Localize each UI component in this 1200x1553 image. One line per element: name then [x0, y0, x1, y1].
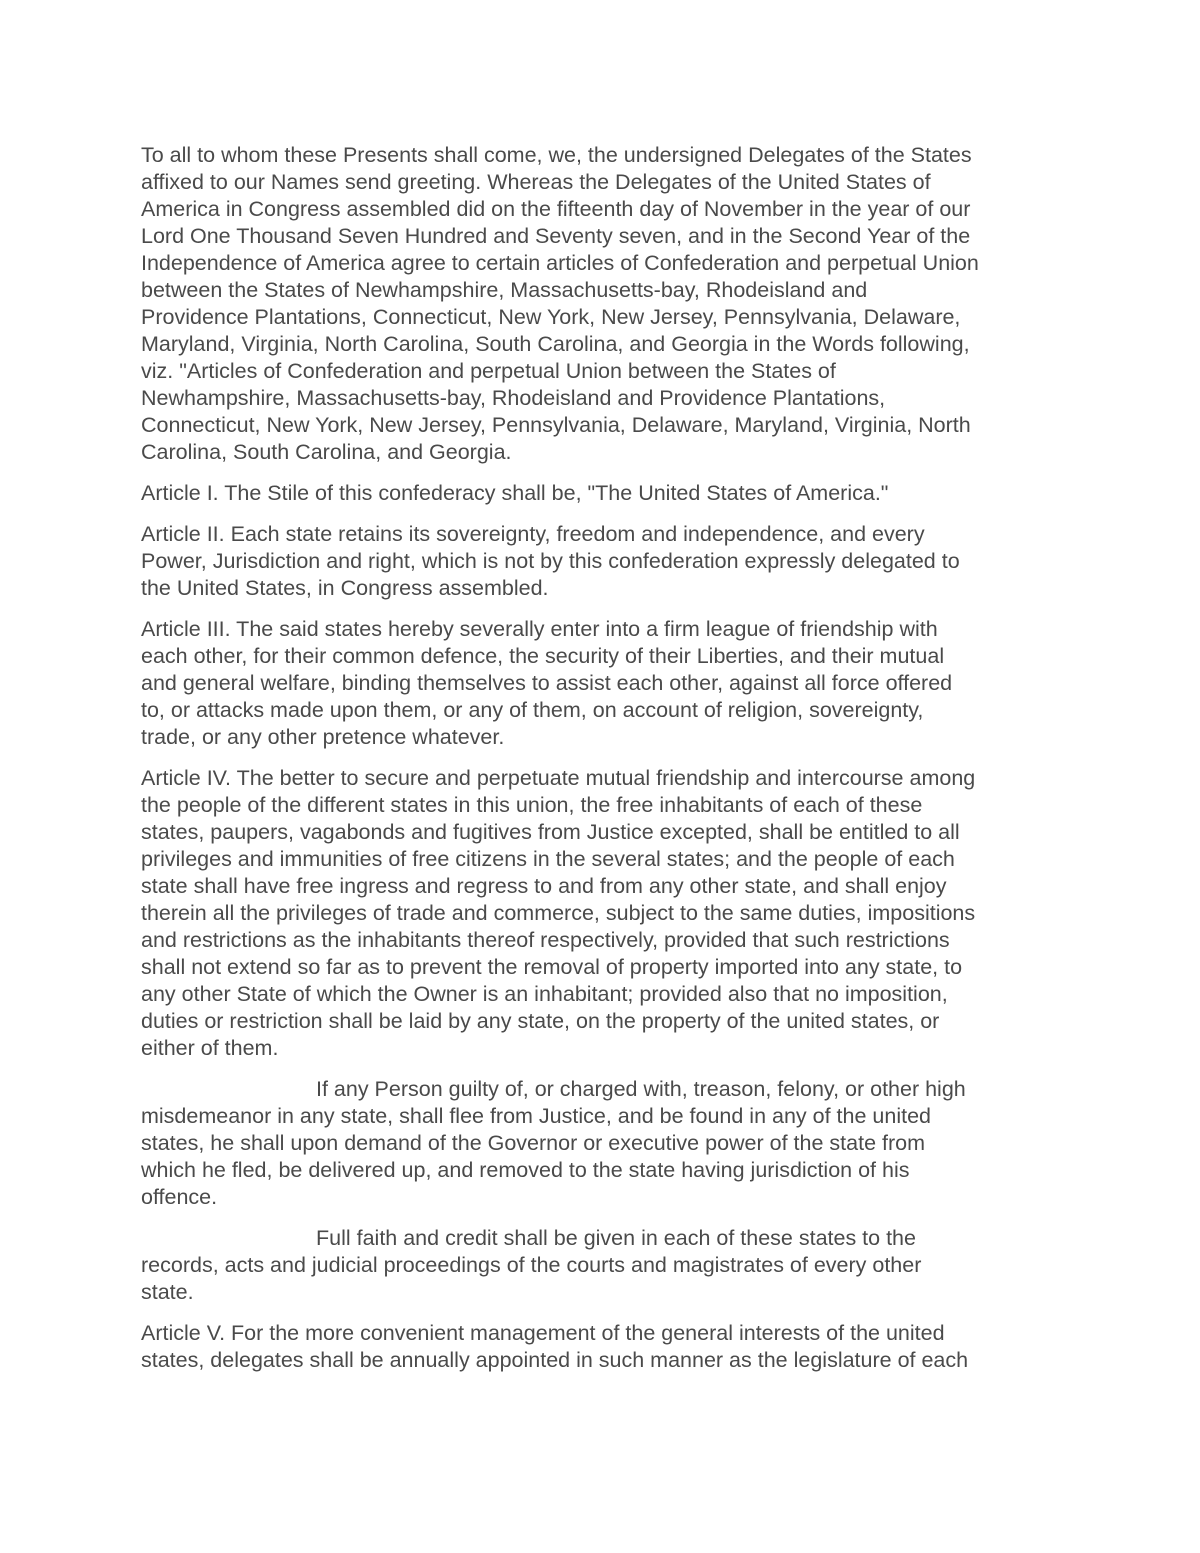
- text-line: offence.: [141, 1185, 218, 1209]
- article-1-paragraph: [141, 480, 1066, 507]
- text-line: records, acts and judicial proceedings of the courts and magistrates of every other: [141, 1253, 922, 1277]
- text-line: state.: [141, 1280, 194, 1304]
- text-line: Connecticut, New York, New Jersey, Pennsylvania, Delaware, Maryland, Virginia, North: [141, 413, 971, 437]
- text-line: each other, for their common defence, the security of their Liberties, and their mutual: [141, 644, 945, 668]
- text-line: Article I. The Stile of this confederacy shall be, "The United States of America.": [141, 481, 889, 505]
- text-line: Newhampshire, Massachusetts-bay, Rhodeisland and Providence Plantations,: [141, 386, 886, 410]
- text-line: privileges and immunities of free citizens in the several states; and the people of each: [141, 847, 955, 871]
- article-2-paragraph: [141, 521, 1066, 602]
- text-line: America in Congress assembled did on the fifteenth day of November in the year of our: [141, 197, 971, 221]
- text-line: and restrictions as the inhabitants thereof respectively, provided that such restrictions: [141, 928, 950, 952]
- text-line: Article III. The said states hereby severally enter into a firm league of friendship with: [141, 617, 938, 641]
- text-line: states, paupers, vagabonds and fugitives from Justice excepted, shall be entitled to all: [141, 820, 960, 844]
- text-line: which he fled, be delivered up, and removed to the state having jurisdiction of his: [141, 1158, 910, 1182]
- text-line: Independence of America agree to certain articles of Confederation and perpetual Union: [141, 251, 979, 275]
- text-line: shall not extend so far as to prevent the removal of property imported into any state, to: [141, 955, 963, 979]
- text-line: any other State of which the Owner is an inhabitant; provided also that no imposition,: [141, 982, 948, 1006]
- text-line: Full faith and credit shall be given in each of these states to the: [316, 1226, 916, 1250]
- article-4-paragraph: [141, 765, 1066, 1062]
- article-4-extradition-paragraph: [141, 1076, 1066, 1211]
- text-line: Article II. Each state retains its sovereignty, freedom and independence, and every: [141, 522, 925, 546]
- text-line: If any Person guilty of, or charged with, treason, felony, or other high: [316, 1077, 966, 1101]
- text-line: affixed to our Names send greeting. Whereas the Delegates of the United States of: [141, 170, 931, 194]
- text-line: state shall have free ingress and regress to and from any other state, and shall enjoy: [141, 874, 947, 898]
- text-line: states, he shall upon demand of the Governor or executive power of the state from: [141, 1131, 925, 1155]
- text-line: the United States, in Congress assembled.: [141, 576, 549, 600]
- article-3-paragraph: [141, 616, 1066, 751]
- article-5-paragraph: [141, 1320, 1066, 1374]
- text-line: Maryland, Virginia, North Carolina, South Carolina, and Georgia in the Words following,: [141, 332, 970, 356]
- text-line: To all to whom these Presents shall come, we, the undersigned Delegates of the States: [141, 143, 972, 167]
- text-line: the people of the different states in this union, the free inhabitants of each of these: [141, 793, 923, 817]
- text-line: to, or attacks made upon them, or any of them, on account of religion, sovereignty,: [141, 698, 924, 722]
- text-line: and general welfare, binding themselves to assist each other, against all force offered: [141, 671, 953, 695]
- text-line: either of them.: [141, 1036, 279, 1060]
- article-4-full-faith-paragraph: [141, 1225, 1066, 1306]
- text-line: Providence Plantations, Connecticut, New York, New Jersey, Pennsylvania, Delaware,: [141, 305, 961, 329]
- text-line: Power, Jurisdiction and right, which is not by this confederation expressly delegated to: [141, 549, 960, 573]
- text-line: misdemeanor in any state, shall flee from Justice, and be found in any of the united: [141, 1104, 931, 1128]
- text-line: viz. "Articles of Confederation and perpetual Union between the States of: [141, 359, 836, 383]
- text-line: between the States of Newhampshire, Massachusetts-bay, Rhodeisland and: [141, 278, 868, 302]
- text-line: Article IV. The better to secure and perpetuate mutual friendship and intercourse among: [141, 766, 976, 790]
- text-line: Carolina, South Carolina, and Georgia.: [141, 440, 512, 464]
- text-line: trade, or any other pretence whatever.: [141, 725, 505, 749]
- preamble-paragraph: [141, 142, 1066, 466]
- text-line: states, delegates shall be annually appointed in such manner as the legislature of each: [141, 1348, 969, 1372]
- document-page: [141, 142, 1066, 1388]
- text-line: Article V. For the more convenient management of the general interests of the united: [141, 1321, 945, 1345]
- text-line: therein all the privileges of trade and commerce, subject to the same duties, impositions: [141, 901, 976, 925]
- text-line: Lord One Thousand Seven Hundred and Seventy seven, and in the Second Year of the: [141, 224, 971, 248]
- text-line: duties or restriction shall be laid by any state, on the property of the united states, or: [141, 1009, 940, 1033]
